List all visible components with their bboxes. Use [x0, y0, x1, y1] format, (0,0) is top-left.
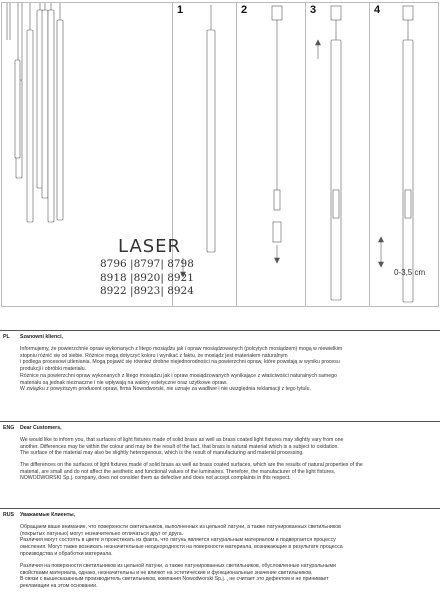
text-line: NOWODWORSKI Sp.j. company, does not consider them as defective and does not accept complaints in this respect.: [20, 475, 291, 482]
step-number-1: 1: [177, 4, 184, 16]
text-line: свойствами материала, однако, незначительны и не влияют на эстетические и функциональные значение светильников.: [20, 569, 313, 576]
text-line: materiału są jednak nieznaczne i nie wpływają na walory estetyczne oraz użytkowe opraw.: [20, 379, 228, 386]
section-divider: [0, 330, 440, 331]
text-line: material, are small and do not affect the aesthetic and functional values of the luminaires. Therefore, the manufacturer of the light fixtures,: [20, 468, 336, 475]
step-1-drawing: [181, 5, 216, 277]
text-line: Различия на поверхности светильников из цельной латуни, а также латунированных светильников, обусловленные натуральными: [20, 563, 336, 569]
language-code-pl: PL: [3, 334, 10, 340]
step-4-drawing: [379, 6, 414, 302]
text-line: производства и обработки материала.: [20, 550, 113, 557]
text-line: окисления. Могут также возникать незначительные неоднородности на поверхности материала, возникающие в результате процесса: [20, 544, 343, 551]
paragraph-eng-2: [20, 462, 434, 482]
product-codes: [100, 258, 194, 299]
language-code-rus: RUS: [3, 512, 14, 518]
heading-rus: Уважаемые Клиенты,: [20, 512, 76, 518]
text-line: another. Differences may be within the colour and may be the result of the fact, that brass is natural material which is a subject to oxidation.: [20, 443, 339, 450]
product-title: LASER: [118, 236, 182, 257]
text-line: The differences on the surfaces of light fixtures made of solid brass as well as brass coated surfaces, which are the results of natural properties of the: [20, 462, 363, 468]
step-3-drawing: [316, 6, 342, 300]
paragraph-pl: [20, 346, 434, 393]
product-code-row: 8922 |8923| 8924: [100, 285, 194, 297]
product-code-row: 8918 |8920| 8921: [100, 271, 194, 284]
text-line: В связи с вышесказанным производитель светильников, компания Nowodworski Sp.j. , не считает это дефектом и не принимает: [20, 576, 329, 583]
text-line: (покрытых латунью) могут незначительно отличаться друг от друга.: [20, 530, 184, 537]
text-line: produkcji i obróbki materiału.: [20, 366, 87, 373]
text-line: i podlega procesowi utleniania. Mogą pojawić się również drobne niejednorodności na powierzchni opraw, które powstają w wyniku procesu: [20, 359, 340, 366]
step-number-2: 2: [241, 4, 248, 16]
section-divider: [0, 421, 440, 422]
adjustment-range-label: 0-3,5 cm: [394, 268, 426, 277]
text-line: We would like to inform you, that surfaces of light fixtures made of solid brass as well as brass coated light fixtures may slightly vary from one: [20, 437, 344, 443]
section-divider: [0, 508, 440, 509]
step-2-drawing: [272, 6, 282, 263]
step-number-3: 3: [310, 4, 317, 16]
text-line: Informujemy, że powierzchnie opraw wykonanych z litego mosiądzu jak i opraw mosiądzowanych (polcytych mosiądzem) mogą w niewielkim: [20, 346, 343, 352]
heading-eng: Dear Customers,: [20, 425, 62, 431]
paragraph-rus-1: [20, 524, 434, 558]
text-line: The surface of the material may also be slightly heterogenous, which is the result of manufacturing and material processing.: [20, 450, 304, 457]
text-line: Różnice na powierzchni opraw wykonanych z litego mosiądzu jak i opraw mosiądzowanych wynikające z właściwości naturalnych samego: [20, 372, 337, 379]
text-line: Различия могут состоять в цвете и проистекать из факта, что латунь является натуральным материалом и подвергается процессу: [20, 537, 336, 544]
step-number-4: 4: [374, 4, 381, 16]
paragraph-rus-2: [20, 563, 434, 590]
pendant-lamps-drawing: [7, 3, 63, 222]
product-code-row: 8796 |8797| 8798: [100, 258, 194, 270]
language-code-eng: ENG: [3, 425, 15, 431]
text-line: stopniu różnić się od siebie. Różnice mogą dotyczyć koloru i wynikać z faktu, że mosiądz jest materiałem naturalnym: [20, 352, 288, 359]
text-line: рекламации на этом основании.: [20, 583, 98, 590]
text-line: W związku z powyższym producent opraw, firma Nowodworski, nie uznaje za wadliwe i nie uwzględnia reklamacji z tego tytułu.: [20, 386, 311, 393]
paragraph-eng-1: [20, 437, 434, 457]
text-line: Обращаем ваше внимание, что поверхности светильников, выполненных из цельной латуни, а также латунированных светильников: [20, 524, 341, 530]
heading-pl: Szanowni klienci,: [20, 334, 63, 340]
